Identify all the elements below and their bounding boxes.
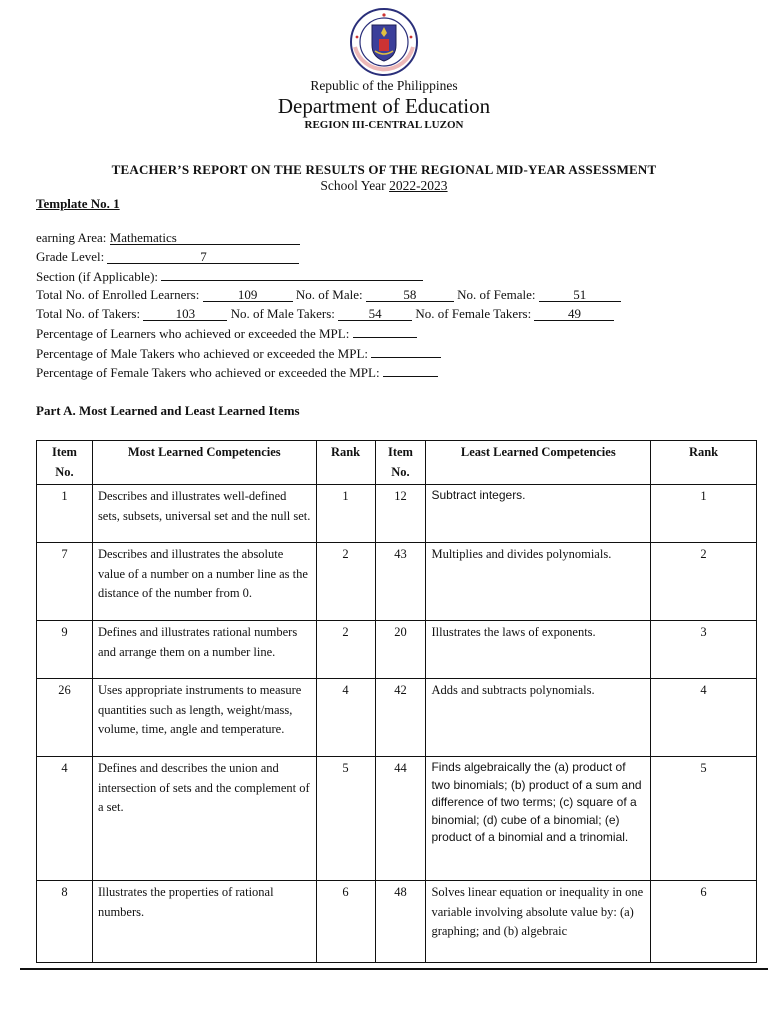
rank-cell: 6 [651, 881, 757, 963]
learning-area-line [36, 230, 300, 246]
rank-cell: 5 [651, 757, 757, 881]
competencies-table [36, 440, 757, 963]
grade-level-line [36, 249, 299, 265]
report-title: TEACHER’S REPORT ON THE RESULTS OF THE REGIONAL MID-YEAR ASSESSMENT [111, 162, 657, 177]
item-no-cell: 1 [37, 485, 93, 543]
least-learned-cell: Finds algebraically the (a) product of two binomials; (b) product of a sum and difference of two terms; (c) square of a binomial; (d) cube of a binomial; (e) product of a binomial and a trinomial. [426, 757, 651, 881]
col-item-no: Item No. [37, 441, 93, 485]
col-rank: Rank [316, 441, 375, 485]
least-learned-cell: Solves linear equation or inequality in one variable involving absolute value by: (a) graphing; and (b) algebraic [426, 881, 651, 963]
item-no-cell: 8 [37, 881, 93, 963]
enrolled-line [36, 287, 621, 303]
col-rank-2: Rank [651, 441, 757, 485]
rank-cell: 6 [316, 881, 375, 963]
table-row [37, 543, 757, 621]
republic-line: Republic of the Philippines [310, 78, 458, 93]
col-most-learned: Most Learned Competencies [92, 441, 316, 485]
most-learned-cell: Illustrates the properties of rational numbers. [92, 881, 316, 963]
least-learned-cell: Adds and subtracts polynomials. [426, 679, 651, 757]
pct-male-field [371, 345, 441, 358]
item-no-cell: 9 [37, 621, 93, 679]
pct-female-line [36, 364, 438, 381]
takers-field: 103 [143, 308, 227, 321]
most-learned-cell: Describes and illustrates well-defined sets, subsets, universal set and the null set. [92, 485, 316, 543]
female-field: 51 [539, 289, 621, 302]
male-takers-label: No. of Male Takers: [227, 306, 339, 321]
most-learned-cell: Uses appropriate instruments to measure quantities such as length, weight/mass, volume, time, angle and temperature. [92, 679, 316, 757]
item-no-cell: 48 [375, 881, 426, 963]
table-row [37, 679, 757, 757]
item-no-cell: 20 [375, 621, 426, 679]
pct-female-field [383, 364, 438, 377]
table-row [37, 757, 757, 881]
rank-cell: 4 [316, 679, 375, 757]
item-no-cell: 43 [375, 543, 426, 621]
rank-cell: 4 [651, 679, 757, 757]
rank-cell: 1 [316, 485, 375, 543]
region-line: REGION III-CENTRAL LUZON [304, 119, 464, 131]
takers-line [36, 306, 614, 322]
pct-male-label: Percentage of Male Takers who achieved or exceeded the MPL: [36, 346, 372, 361]
enrolled-label: Total No. of Enrolled Learners: [36, 287, 203, 302]
female-takers-label: No. of Female Takers: [412, 306, 535, 321]
learning-area-label: earning Area: [36, 230, 110, 245]
male-field: 58 [366, 289, 454, 302]
female-label: No. of Female: [453, 287, 539, 302]
most-learned-cell: Describes and illustrates the absolute value of a number on a number line as the distance of the number from 0. [92, 543, 316, 621]
department-title: Department of Education [277, 94, 491, 118]
section-field [161, 268, 423, 281]
col-least-learned: Least Learned Competencies [426, 441, 651, 485]
takers-label: Total No. of Takers: [36, 306, 144, 321]
learning-area-field: Mathematics [110, 232, 300, 245]
item-no-cell: 4 [37, 757, 93, 881]
item-no-cell: 44 [375, 757, 426, 881]
section-line [36, 268, 423, 285]
rank-cell: 2 [316, 543, 375, 621]
col-item-no-2: Item No. [375, 441, 426, 485]
table-header-row [37, 441, 757, 485]
rank-cell: 2 [651, 543, 757, 621]
least-learned-cell: Subtract integers. [426, 485, 651, 543]
least-learned-cell: Illustrates the laws of exponents. [426, 621, 651, 679]
rank-cell: 5 [316, 757, 375, 881]
pct-learners-label: Percentage of Learners who achieved or exceeded the MPL: [36, 326, 353, 341]
rank-cell: 2 [316, 621, 375, 679]
male-label: No. of Male: [292, 287, 366, 302]
least-learned-cell: Multiplies and divides polynomials. [426, 543, 651, 621]
item-no-cell: 7 [37, 543, 93, 621]
table-row [37, 621, 757, 679]
rank-cell: 3 [651, 621, 757, 679]
enrolled-field: 109 [203, 289, 293, 302]
grade-level-label: Grade Level: [36, 249, 108, 264]
school-year-label: School Year [320, 178, 390, 193]
rank-cell: 1 [651, 485, 757, 543]
part-a-heading: Part A. Most Learned and Least Learned Items [36, 403, 300, 418]
table-row [37, 485, 757, 543]
deped-seal-icon [345, 7, 423, 77]
pct-learners-line [36, 325, 417, 342]
template-number: Template No. 1 [36, 196, 120, 211]
female-takers-field: 49 [534, 308, 614, 321]
pct-learners-field [353, 325, 417, 338]
school-year-value: 2022-2023 [389, 178, 448, 193]
section-label: Section (if Applicable): [36, 269, 162, 284]
item-no-cell: 42 [375, 679, 426, 757]
grade-level-field: 7 [107, 251, 299, 264]
item-no-cell: 26 [37, 679, 93, 757]
most-learned-cell: Defines and describes the union and intersection of sets and the complement of a set. [92, 757, 316, 881]
school-year [0, 178, 768, 194]
male-takers-field: 54 [338, 308, 412, 321]
most-learned-cell: Defines and illustrates rational numbers and arrange them on a number line. [92, 621, 316, 679]
pct-female-label: Percentage of Female Takers who achieved or exceeded the MPL: [36, 365, 383, 380]
item-no-cell: 12 [375, 485, 426, 543]
pct-male-line [36, 345, 441, 362]
page-bottom-rule [20, 968, 768, 970]
table-row [37, 881, 757, 963]
